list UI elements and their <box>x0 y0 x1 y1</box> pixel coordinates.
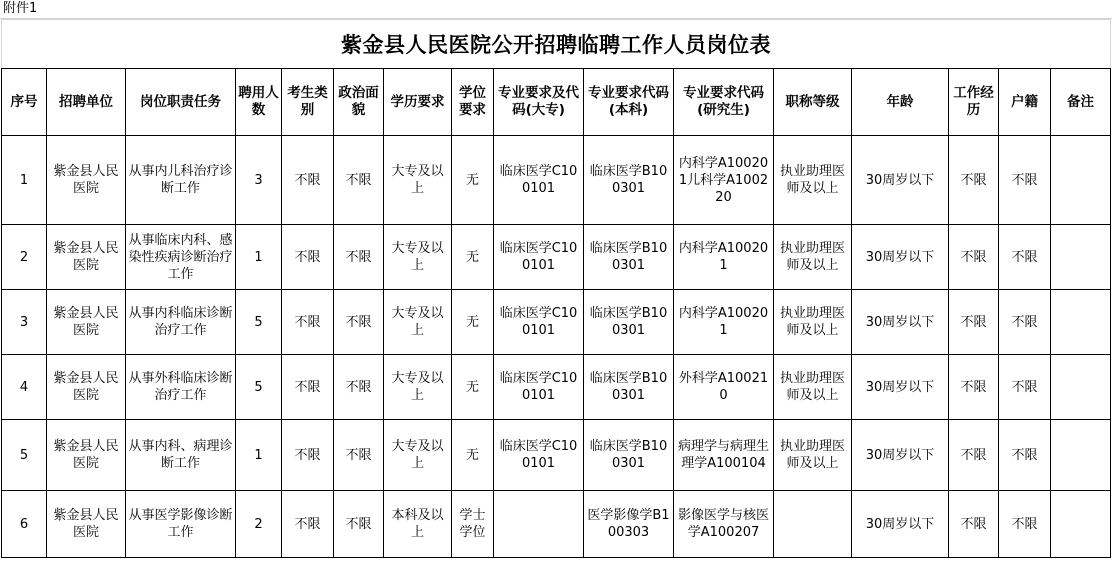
cell-political: 不限 <box>334 225 384 290</box>
cell-remark <box>1051 491 1111 558</box>
header-cell: 聘用人数 <box>236 69 282 136</box>
cell-hukou: 不限 <box>999 136 1051 225</box>
cell-unit: 紫金县人民医院 <box>47 136 126 225</box>
cell-degree: 无 <box>452 225 494 290</box>
cell-hukou: 不限 <box>999 355 1051 420</box>
cell-unit: 紫金县人民医院 <box>47 290 126 355</box>
header-cell: 学历要求 <box>384 69 452 136</box>
table-row <box>2 290 1111 355</box>
cell-major-bachelor: 医学影像学B100303 <box>584 491 674 558</box>
cell-age: 30周岁以下 <box>852 355 949 420</box>
cell-degree: 无 <box>452 355 494 420</box>
cell-education: 大专及以上 <box>384 290 452 355</box>
cell-hukou: 不限 <box>999 420 1051 491</box>
page-title: 紫金县人民医院公开招聘临聘工作人员岗位表 <box>2 20 1111 69</box>
cell-duty: 从事内科、病理诊断工作 <box>126 420 236 491</box>
header-cell: 户籍 <box>999 69 1051 136</box>
cell-major-college: 临床医学C100101 <box>494 355 584 420</box>
cell-major-graduate: 内科学A100201儿科学A100220 <box>674 136 774 225</box>
cell-candidate: 不限 <box>282 136 334 225</box>
cell-political: 不限 <box>334 290 384 355</box>
header-cell: 专业要求及代码(大专) <box>494 69 584 136</box>
cell-experience: 不限 <box>949 355 999 420</box>
cell-count: 3 <box>236 136 282 225</box>
cell-political: 不限 <box>334 136 384 225</box>
recruitment-table <box>1 19 1111 558</box>
header-cell: 序号 <box>2 69 47 136</box>
table-row <box>2 225 1111 290</box>
cell-unit: 紫金县人民医院 <box>47 420 126 491</box>
cell-remark <box>1051 225 1111 290</box>
cell-age: 30周岁以下 <box>852 136 949 225</box>
cell-remark <box>1051 355 1111 420</box>
cell-education: 大专及以上 <box>384 136 452 225</box>
cell-no: 2 <box>2 225 47 290</box>
cell-title-level: 执业助理医师及以上 <box>774 136 852 225</box>
cell-major-bachelor: 临床医学B100301 <box>584 420 674 491</box>
cell-major-bachelor: 临床医学B100301 <box>584 290 674 355</box>
cell-major-college <box>494 491 584 558</box>
cell-political: 不限 <box>334 491 384 558</box>
cell-unit: 紫金县人民医院 <box>47 491 126 558</box>
cell-major-bachelor: 临床医学B100301 <box>584 225 674 290</box>
cell-candidate: 不限 <box>282 491 334 558</box>
cell-degree: 无 <box>452 136 494 225</box>
cell-title-level: 执业助理医师及以上 <box>774 225 852 290</box>
cell-major-graduate: 内科学A100201 <box>674 225 774 290</box>
cell-hukou: 不限 <box>999 225 1051 290</box>
cell-candidate: 不限 <box>282 225 334 290</box>
cell-major-graduate: 病理学与病理生理学A100104 <box>674 420 774 491</box>
cell-no: 1 <box>2 136 47 225</box>
cell-remark <box>1051 136 1111 225</box>
cell-duty: 从事外科临床诊断治疗工作 <box>126 355 236 420</box>
cell-candidate: 不限 <box>282 355 334 420</box>
cell-major-college: 临床医学C100101 <box>494 420 584 491</box>
cell-age: 30周岁以下 <box>852 290 949 355</box>
cell-no: 4 <box>2 355 47 420</box>
table-row <box>2 136 1111 225</box>
header-cell: 职称等级 <box>774 69 852 136</box>
attachment-label: 附件1 <box>3 1 38 16</box>
cell-duty: 从事内儿科治疗诊断工作 <box>126 136 236 225</box>
cell-major-graduate: 影像医学与核医学A100207 <box>674 491 774 558</box>
header-cell: 年龄 <box>852 69 949 136</box>
cell-hukou: 不限 <box>999 491 1051 558</box>
cell-remark <box>1051 420 1111 491</box>
header-cell: 专业要求代码(本科) <box>584 69 674 136</box>
title-row <box>2 20 1111 69</box>
cell-experience: 不限 <box>949 491 999 558</box>
cell-age: 30周岁以下 <box>852 491 949 558</box>
cell-count: 5 <box>236 290 282 355</box>
cell-count: 2 <box>236 491 282 558</box>
cell-unit: 紫金县人民医院 <box>47 225 126 290</box>
cell-education: 大专及以上 <box>384 420 452 491</box>
cell-title-level <box>774 491 852 558</box>
cell-no: 5 <box>2 420 47 491</box>
cell-duty: 从事内科临床诊断治疗工作 <box>126 290 236 355</box>
cell-major-bachelor: 临床医学B100301 <box>584 355 674 420</box>
cell-experience: 不限 <box>949 290 999 355</box>
cell-political: 不限 <box>334 355 384 420</box>
cell-age: 30周岁以下 <box>852 225 949 290</box>
cell-count: 1 <box>236 225 282 290</box>
header-cell: 考生类别 <box>282 69 334 136</box>
header-cell: 专业要求代码(研究生) <box>674 69 774 136</box>
header-cell: 工作经历 <box>949 69 999 136</box>
cell-duty: 从事临床内科、感染性疾病诊断治疗工作 <box>126 225 236 290</box>
cell-candidate: 不限 <box>282 290 334 355</box>
cell-education: 本科及以上 <box>384 491 452 558</box>
cell-major-college: 临床医学C100101 <box>494 136 584 225</box>
cell-title-level: 执业助理医师及以上 <box>774 355 852 420</box>
cell-title-level: 执业助理医师及以上 <box>774 420 852 491</box>
header-cell: 岗位职责任务 <box>126 69 236 136</box>
cell-experience: 不限 <box>949 225 999 290</box>
cell-candidate: 不限 <box>282 420 334 491</box>
cell-unit: 紫金县人民医院 <box>47 355 126 420</box>
cell-major-college: 临床医学C100101 <box>494 290 584 355</box>
cell-education: 大专及以上 <box>384 355 452 420</box>
cell-age: 30周岁以下 <box>852 420 949 491</box>
cell-major-college: 临床医学C100101 <box>494 225 584 290</box>
cell-no: 3 <box>2 290 47 355</box>
sheet-header-strip <box>0 0 1112 19</box>
header-cell: 备注 <box>1051 69 1111 136</box>
cell-political: 不限 <box>334 420 384 491</box>
cell-experience: 不限 <box>949 420 999 491</box>
cell-no: 6 <box>2 491 47 558</box>
cell-major-graduate: 外科学A100210 <box>674 355 774 420</box>
table-row <box>2 491 1111 558</box>
cell-degree: 学士学位 <box>452 491 494 558</box>
cell-experience: 不限 <box>949 136 999 225</box>
cell-degree: 无 <box>452 290 494 355</box>
cell-duty: 从事医学影像诊断工作 <box>126 491 236 558</box>
cell-major-graduate: 内科学A100201 <box>674 290 774 355</box>
cell-degree: 无 <box>452 420 494 491</box>
table-row <box>2 355 1111 420</box>
cell-major-bachelor: 临床医学B100301 <box>584 136 674 225</box>
cell-remark <box>1051 290 1111 355</box>
cell-count: 1 <box>236 420 282 491</box>
header-cell: 招聘单位 <box>47 69 126 136</box>
header-cell: 学位要求 <box>452 69 494 136</box>
cell-title-level: 执业助理医师及以上 <box>774 290 852 355</box>
cell-hukou: 不限 <box>999 290 1051 355</box>
header-row <box>2 69 1111 136</box>
table-row <box>2 420 1111 491</box>
header-cell: 政治面貌 <box>334 69 384 136</box>
cell-education: 大专及以上 <box>384 225 452 290</box>
cell-count: 5 <box>236 355 282 420</box>
